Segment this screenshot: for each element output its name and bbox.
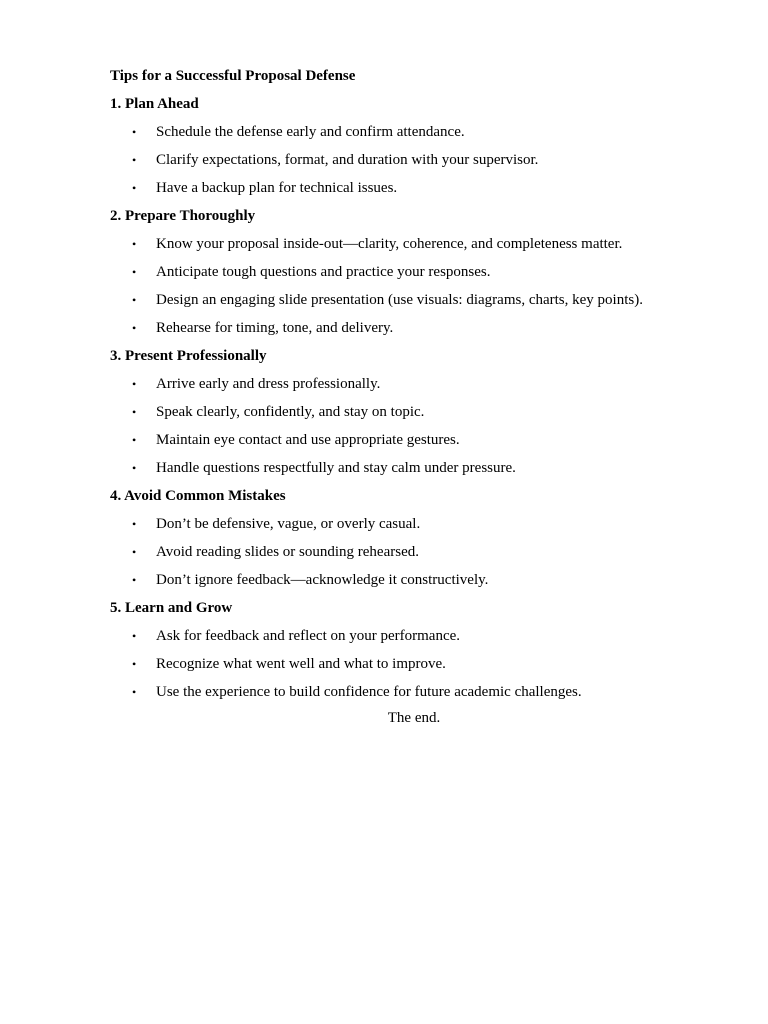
list-item — [110, 654, 710, 674]
bullet-icon: • — [132, 461, 137, 475]
bullet-list — [110, 234, 710, 338]
bullet-icon: • — [132, 237, 137, 251]
section-heading: 5. Learn and Grow — [110, 600, 233, 616]
list-item — [110, 542, 710, 562]
bullet-icon: • — [132, 433, 137, 447]
list-item-text: Handle questions respectfully and stay calm under pressure. — [156, 460, 516, 476]
list-item — [110, 682, 710, 702]
bullet-list — [110, 626, 710, 702]
bullet-icon: • — [132, 629, 137, 643]
section-heading: 3. Present Professionally — [110, 348, 267, 364]
list-item — [110, 458, 710, 478]
list-item — [110, 122, 710, 142]
closing-text: The end. — [387, 710, 441, 726]
document-body — [110, 66, 710, 726]
list-item — [110, 374, 710, 394]
list-item — [110, 234, 710, 254]
bullet-icon: • — [132, 181, 137, 195]
list-item — [110, 290, 710, 310]
list-item-text: Recognize what went well and what to improve. — [156, 656, 446, 672]
section-heading: 4. Avoid Common Mistakes — [110, 488, 286, 504]
section-prepare-thoroughly — [110, 206, 710, 338]
list-item-text: Use the experience to build confidence for future academic challenges. — [156, 684, 582, 700]
bullet-icon: • — [132, 377, 137, 391]
list-item-text: Have a backup plan for technical issues. — [156, 180, 398, 196]
list-item — [110, 430, 710, 450]
list-item — [110, 262, 710, 282]
list-item — [110, 514, 710, 534]
document-title: Tips for a Successful Proposal Defense — [110, 68, 356, 84]
list-item — [110, 626, 710, 646]
list-item — [110, 150, 710, 170]
bullet-icon: • — [132, 657, 137, 671]
list-item-text: Anticipate tough questions and practice your responses. — [156, 264, 491, 280]
list-item — [110, 570, 710, 590]
list-item-text: Speak clearly, confidently, and stay on topic. — [156, 404, 425, 420]
list-item-text: Arrive early and dress professionally. — [156, 376, 381, 392]
section-learn-and-grow — [110, 598, 710, 702]
list-item-text: Avoid reading slides or sounding rehearsed. — [156, 544, 419, 560]
bullet-icon: • — [132, 125, 137, 139]
list-item-text: Design an engaging slide presentation (use visuals: diagrams, charts, key points). — [156, 292, 643, 308]
section-heading: 1. Plan Ahead — [110, 96, 199, 112]
list-item — [110, 402, 710, 422]
bullet-icon: • — [132, 545, 137, 559]
bullet-icon: • — [132, 685, 137, 699]
bullet-icon: • — [132, 265, 137, 279]
bullet-icon: • — [132, 405, 137, 419]
list-item-text: Rehearse for timing, tone, and delivery. — [156, 320, 394, 336]
bullet-icon: • — [132, 153, 137, 167]
closing-line — [110, 708, 718, 728]
bullet-list — [110, 374, 710, 478]
section-avoid-common-mistakes — [110, 486, 710, 590]
list-item — [110, 318, 710, 338]
list-item-text: Ask for feedback and reflect on your performance. — [156, 628, 461, 644]
bullet-icon: • — [132, 321, 137, 335]
bullet-icon: • — [132, 573, 137, 587]
bullet-list — [110, 514, 710, 590]
list-item-text: Schedule the defense early and confirm attendance. — [156, 124, 465, 140]
section-present-professionally — [110, 346, 710, 478]
bullet-icon: • — [132, 517, 137, 531]
list-item — [110, 178, 710, 198]
list-item-text: Clarify expectations, format, and duration with your supervisor. — [156, 152, 539, 168]
bullet-list — [110, 122, 710, 198]
list-item-text: Know your proposal inside-out—clarity, coherence, and completeness matter. — [156, 236, 623, 252]
section-heading: 2. Prepare Thoroughly — [110, 208, 256, 224]
list-item-text: Maintain eye contact and use appropriate gestures. — [156, 432, 460, 448]
section-plan-ahead — [110, 94, 710, 198]
list-item-text: Don’t be defensive, vague, or overly casual. — [156, 516, 421, 532]
bullet-icon: • — [132, 293, 137, 307]
list-item-text: Don’t ignore feedback—acknowledge it constructively. — [156, 572, 489, 588]
